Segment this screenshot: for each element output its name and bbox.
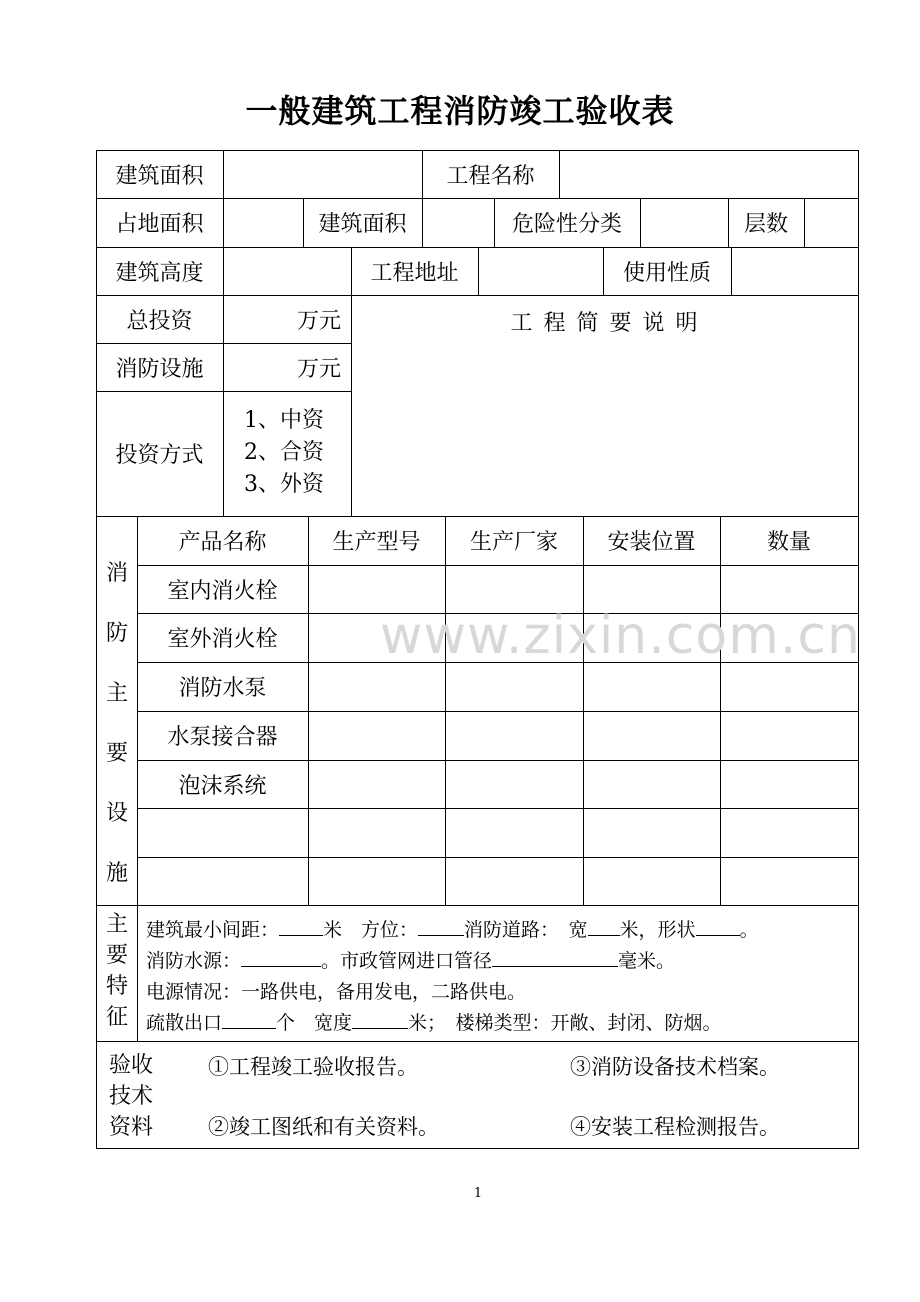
rule (804, 198, 805, 247)
rule (137, 905, 138, 1041)
features-line-power: 电源情况：一路供电，备用发电，二路供电。 (146, 981, 527, 1003)
table-row-product: 室外消火栓 (167, 627, 278, 652)
water-source-blank (241, 948, 321, 967)
rule (422, 198, 423, 247)
total-investment-unit: 万元 (296, 308, 341, 334)
watermark: www.zixin.com.cn (380, 606, 861, 666)
rule (731, 247, 732, 295)
doc-item: ①工程竣工验收报告。 (208, 1055, 418, 1079)
rule (478, 247, 479, 295)
building-area-label: 建筑面积 (115, 163, 204, 189)
main-features-label: 主 要 特 征 (105, 912, 128, 1030)
project-name-label: 工程名称 (446, 163, 535, 189)
usage-nature-label: 使用性质 (622, 260, 711, 286)
table-row-product: 泡沫系统 (178, 773, 267, 799)
floors-label: 层数 (743, 212, 788, 237)
col-header-quantity: 数量 (766, 530, 811, 555)
rule (96, 905, 859, 906)
page-number: 1 (473, 1186, 483, 1201)
col-header-product-name: 产品名称 (178, 530, 267, 555)
rule (445, 516, 446, 905)
road-width-blank (588, 917, 620, 936)
rule (720, 516, 721, 905)
spacing-blank (279, 917, 323, 936)
col-header-location: 安装位置 (607, 530, 696, 555)
exit-width-blank (352, 1010, 408, 1029)
features-line-water: 消防水源： 。市政管网进口管径 毫米。 (146, 950, 676, 972)
road-shape-blank (696, 917, 740, 936)
rule (96, 1148, 859, 1149)
rule (559, 150, 560, 198)
investment-method-label: 投资方式 (115, 443, 204, 468)
project-address-label: 工程地址 (370, 260, 459, 286)
investment-option: 2、合资 (244, 440, 324, 465)
table-row-product: 室内消火栓 (167, 578, 278, 604)
doc-item: ②竣工图纸和有关资料。 (208, 1115, 439, 1139)
fire-facility-investment-unit: 万元 (296, 356, 341, 382)
investment-option: 3、外资 (244, 472, 324, 497)
project-summary-heading: 工 程 简 要 说 明 (510, 310, 700, 336)
features-line-exits: 疏散出口 个 宽度 米； 楼梯类型：开敞、封闭、防烟。 (146, 1012, 722, 1034)
pipe-diameter-blank (492, 948, 618, 967)
rule (137, 857, 859, 858)
col-header-model: 生产型号 (332, 530, 421, 555)
page-title: 一般建筑工程消防竣工验收表 (245, 92, 675, 130)
investment-option: 1、中资 (244, 408, 324, 433)
land-area-label: 占地面积 (115, 212, 204, 237)
features-line-spacing: 建筑最小间距： 米 方位： 消防道路： 宽 米，形状 。 (146, 919, 759, 941)
table-row-product: 消防水泵 (178, 676, 267, 701)
rule (137, 808, 859, 809)
total-investment-label: 总投资 (126, 308, 193, 334)
rule (583, 516, 584, 905)
col-header-manufacturer: 生产厂家 (469, 530, 558, 555)
rule (96, 1041, 859, 1042)
doc-item: ④安装工程检测报告。 (570, 1115, 780, 1139)
doc-item: ③消防设备技术档案。 (570, 1055, 780, 1079)
investment-method-options (244, 405, 324, 501)
fire-main-facilities-label: 消 防 主 要 设 施 (105, 561, 128, 886)
fire-facility-investment-label: 消防设施 (115, 356, 204, 382)
table-row-product: 水泵接合器 (167, 725, 278, 750)
acceptance-docs-label: 验收 技术 资料 (109, 1053, 154, 1140)
rule (308, 516, 309, 905)
exit-count-blank (222, 1010, 276, 1029)
rule (640, 198, 641, 247)
building-area-label-2: 建筑面积 (318, 212, 407, 237)
hazard-class-label: 危险性分类 (511, 212, 622, 237)
building-height-label: 建筑高度 (115, 260, 204, 286)
orientation-blank (418, 917, 464, 936)
